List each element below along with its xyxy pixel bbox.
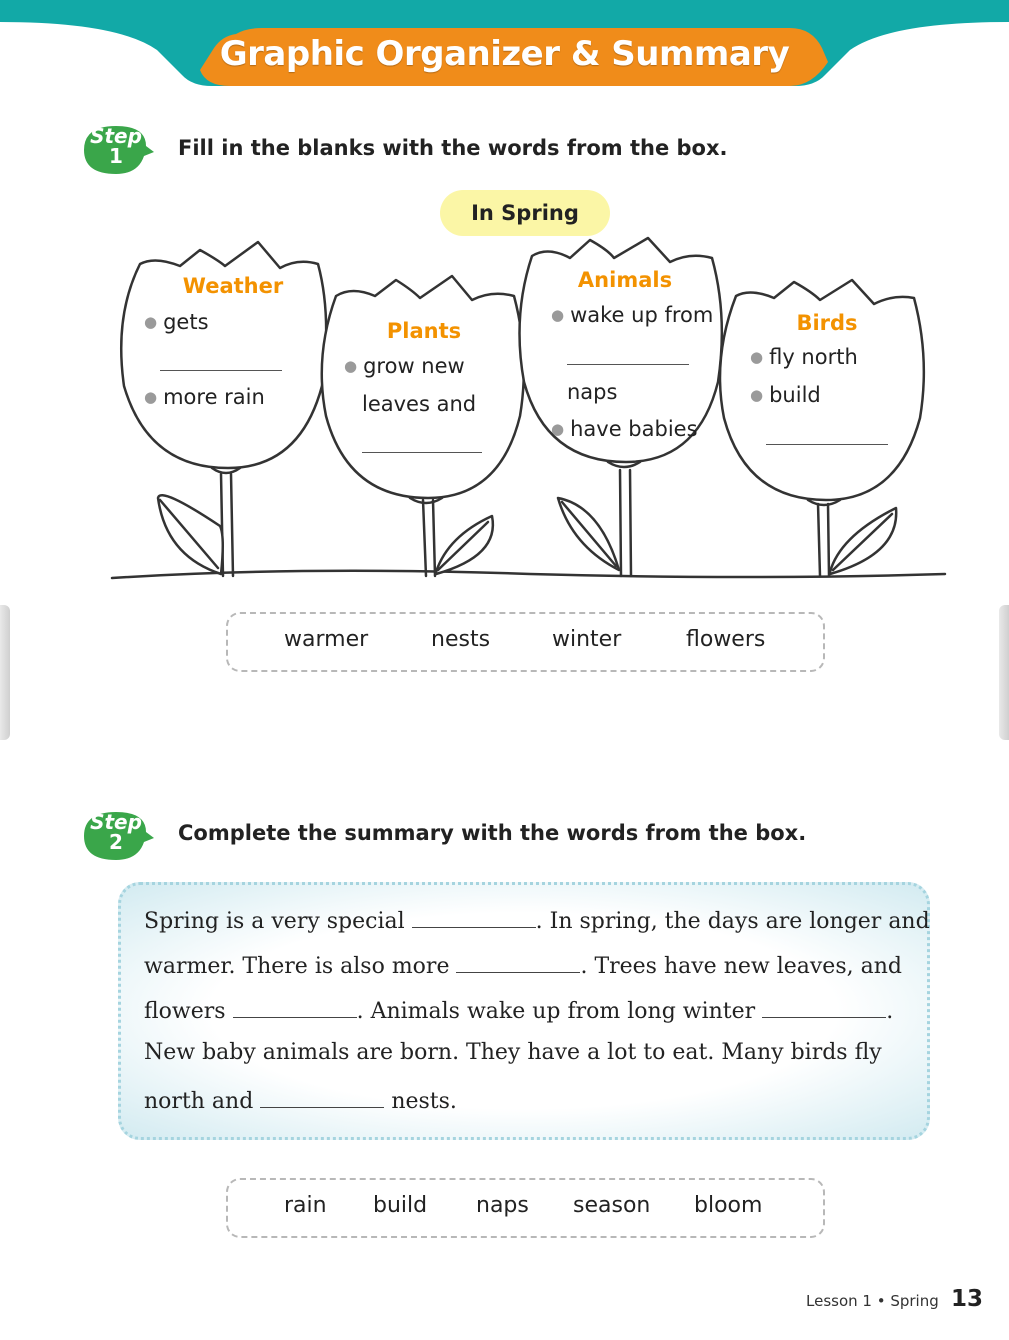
animals-title: Animals <box>577 268 673 292</box>
summary-line-3: flowers . Animals wake up from long winter . <box>144 995 893 1024</box>
summary-line-5: north and nests. <box>144 1085 457 1114</box>
bullet-icon: ● <box>750 386 764 404</box>
animals-line-1: ● wake up from <box>551 303 714 327</box>
word-option: build <box>373 1193 428 1218</box>
summary-line-1: Spring is a very special . In spring, the days are longer and <box>144 905 930 934</box>
animals-line-2: naps <box>567 380 618 404</box>
summary-line-2: warmer. There is also more . Trees have new leaves, and <box>144 950 902 979</box>
birds-title: Birds <box>796 311 858 335</box>
word-option: warmer <box>284 627 369 652</box>
word-option: nests <box>431 627 491 652</box>
step-2-instruction: Complete the summary with the words from the box. <box>178 821 807 845</box>
birds-line-1: ● fly north <box>750 345 858 369</box>
word-box-1 <box>226 612 825 672</box>
summary-blank-3[interactable] <box>233 995 357 1018</box>
word-box-2 <box>226 1178 825 1238</box>
weather-title: Weather <box>182 274 284 298</box>
bullet-icon: ● <box>344 357 358 375</box>
right-side-tab <box>999 605 1009 740</box>
summary-blank-4[interactable] <box>762 995 886 1018</box>
step-2-label: Step <box>90 810 142 834</box>
page-number: 13 <box>951 1286 984 1312</box>
weather-blank[interactable] <box>160 370 282 371</box>
summary-blank-1[interactable] <box>412 905 536 928</box>
word-option: naps <box>476 1193 529 1218</box>
step-2-number: 2 <box>109 830 123 854</box>
word-option: bloom <box>694 1193 763 1218</box>
step-1-number: 1 <box>109 144 123 168</box>
left-side-tab <box>0 605 10 740</box>
page-title: Graphic Organizer & Summary <box>219 34 790 74</box>
plants-line-1: ● grow new <box>344 354 465 378</box>
in-spring-label: In Spring <box>440 190 610 236</box>
animals-line-3: ● have babies <box>551 417 698 441</box>
step-2-badge <box>80 808 154 864</box>
word-option: winter <box>552 627 622 652</box>
footer-lesson: Lesson 1 • Spring <box>806 1292 939 1310</box>
plants-blank[interactable] <box>362 452 482 453</box>
summary-blank-2[interactable] <box>456 950 580 973</box>
bullet-icon: ● <box>144 313 158 331</box>
step-1-badge <box>80 122 154 178</box>
birds-blank[interactable] <box>766 444 888 445</box>
word-option: flowers <box>686 627 766 652</box>
animals-blank[interactable] <box>567 364 689 365</box>
bullet-icon: ● <box>551 420 565 438</box>
bullet-icon: ● <box>144 388 158 406</box>
summary-line-4: New baby animals are born. They have a lot to eat. Many birds fly <box>144 1040 882 1065</box>
plants-line-2: leaves and <box>362 392 477 416</box>
summary-blank-5[interactable] <box>260 1085 384 1108</box>
word-option: rain <box>284 1193 327 1218</box>
birds-line-2: ● build <box>750 383 821 407</box>
step-1-label: Step <box>90 124 142 148</box>
plants-title: Plants <box>386 319 462 343</box>
word-option: season <box>573 1193 651 1218</box>
weather-line-2: ● more rain <box>144 385 265 409</box>
bullet-icon: ● <box>750 348 764 366</box>
weather-line-1: ● gets <box>144 310 209 334</box>
bullet-icon: ● <box>551 306 565 324</box>
step-1-instruction: Fill in the blanks with the words from the box. <box>178 136 728 160</box>
